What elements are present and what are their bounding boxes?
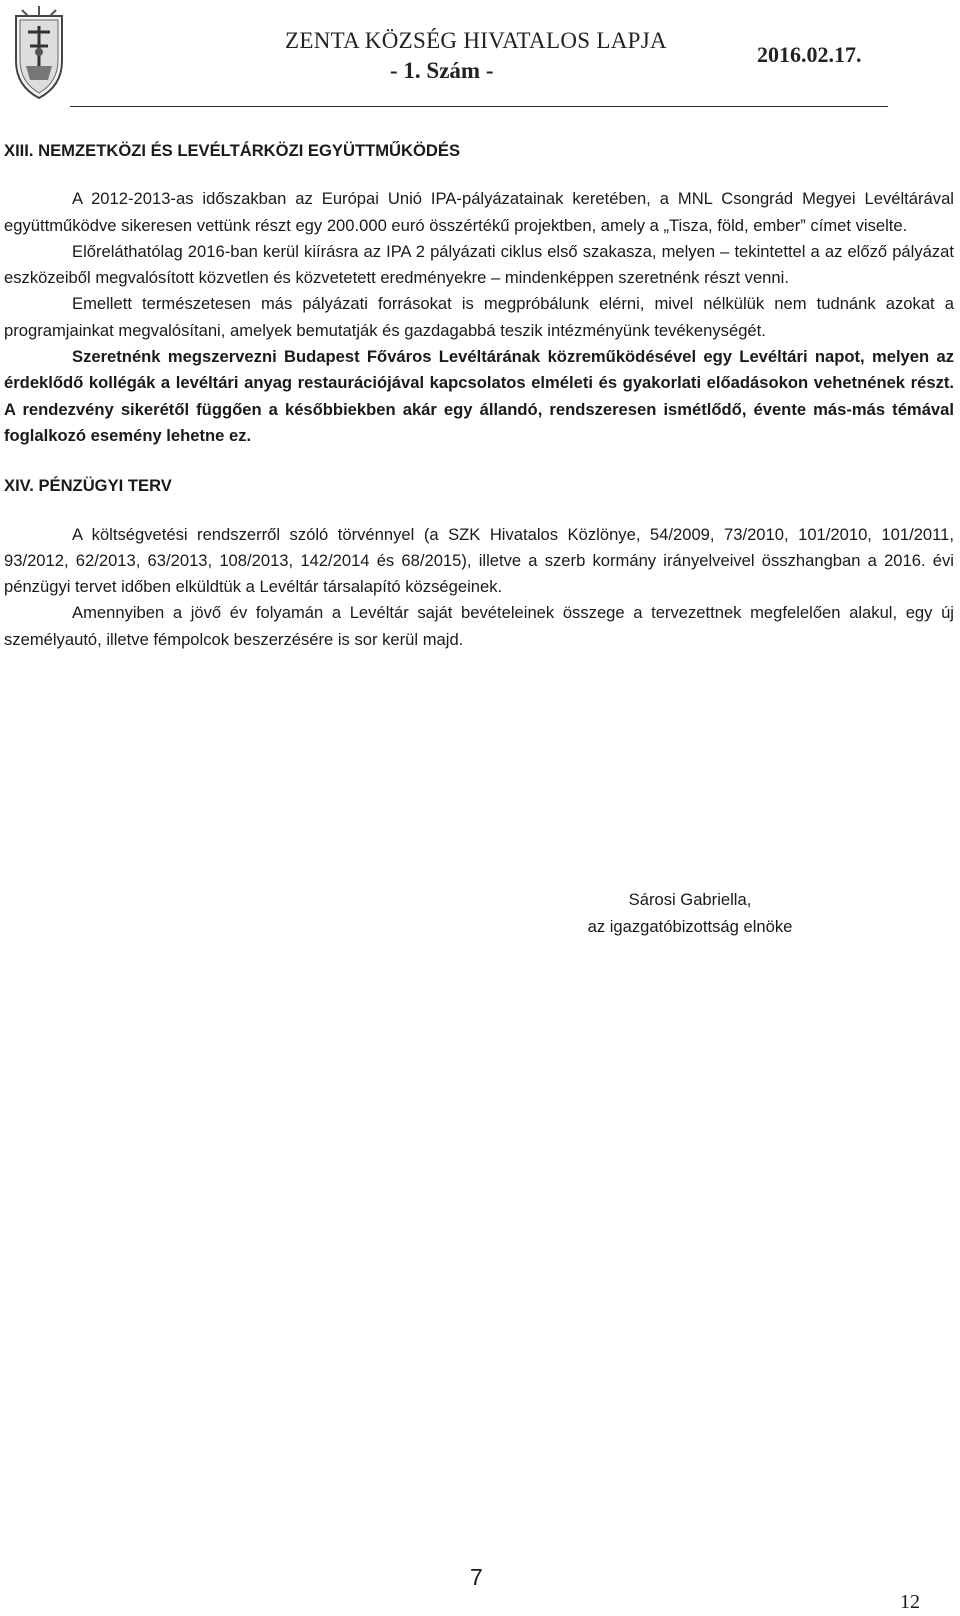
coat-of-arms-icon (10, 6, 68, 106)
signatory-role: az igazgatóbizottság elnöke (587, 917, 793, 936)
section-13-paragraph-4: Szeretnénk megszervezni Budapest Főváros Levéltárának közreműködésével egy Levéltári napot, melyen az érdeklődő kollégák a levéltári anyag restaurációjával kapcsolatos elméleti és gyakorlati előadásokon vehetnének részt. A rendezvény sikerétől függően a későbbiekben akár egy állandó, rendszeresen ismétlődő, évente más-más témával foglalkozó esemény lehetne ez. (4, 347, 954, 445)
issue-number: - 1. Szám - (390, 58, 494, 83)
issue-date: 2016.02.17. (757, 42, 862, 67)
section-13-paragraph-3: Emellett természetesen más pályázati forrásokat is megpróbálunk elérni, mivel nélkülük nem tudnánk azokat a programjainkat megvalósítani, amelyek bemutatják és gazdagabbá teszik intézményünk tevékenységét. (4, 294, 954, 340)
document-body (4, 138, 954, 653)
page-header (0, 0, 960, 112)
section-14-paragraph-2: Amennyiben a jövő év folyamán a Levéltár saját bevételeinek összege a tervezettnek megfelelően alakul, egy új személyautó, illetve fémpolcok beszerzésére is sor kerül majd. (4, 603, 954, 649)
section-13-paragraph-2: Előreláthatólag 2016-ban kerül kiírásra az IPA 2 pályázati ciklus első szakasza, melyen – tekintettel a az előző pályázat eszközeiből megvalósított közvetlen és közvetetett eredményekre – mindenképpen szeretnénk részt venni. (4, 241, 954, 288)
section-14-heading: XIV. PÉNZÜGYI TERV (4, 476, 172, 496)
signatory-name: Sárosi Gabriella, (628, 890, 752, 909)
section-13-paragraph-1: A 2012-2013-as időszakban az Európai Unió IPA-pályázatainak keretében, a MNL Csongrád Megyei Levéltárával együttműködve sikeresen vettünk részt egy 200.000 euró összértékű projektben, amely a „Tisza, föld, ember” címet viselte. (4, 189, 954, 235)
gazette-title: ZENTA KÖZSÉG HIVATALOS LAPJA (285, 28, 667, 53)
inner-page-number: 7 (470, 1564, 483, 1590)
section-13-heading: XIII. NEMZETKÖZI ÉS LEVÉLTÁRKÖZI EGYÜTTMŰKÖDÉS (4, 141, 461, 160)
section-14-paragraph-1: A költségvetési rendszerről szóló törvénnyel (a SZK Hivatalos Közlönye, 54/2009, 73/2010, 101/2010, 101/2011, 93/2012, 62/2013, 63/2013, 108/2013, 142/2014 és 68/2015), illetve a szerb kormány irányelveivel összhangban a 2016. évi pénzügyi tervet időben elküldtük a Levéltár társalapító községeinek. (4, 524, 954, 597)
outer-page-number: 12 (900, 1591, 920, 1613)
signature-block (565, 886, 815, 940)
header-divider (70, 106, 888, 107)
